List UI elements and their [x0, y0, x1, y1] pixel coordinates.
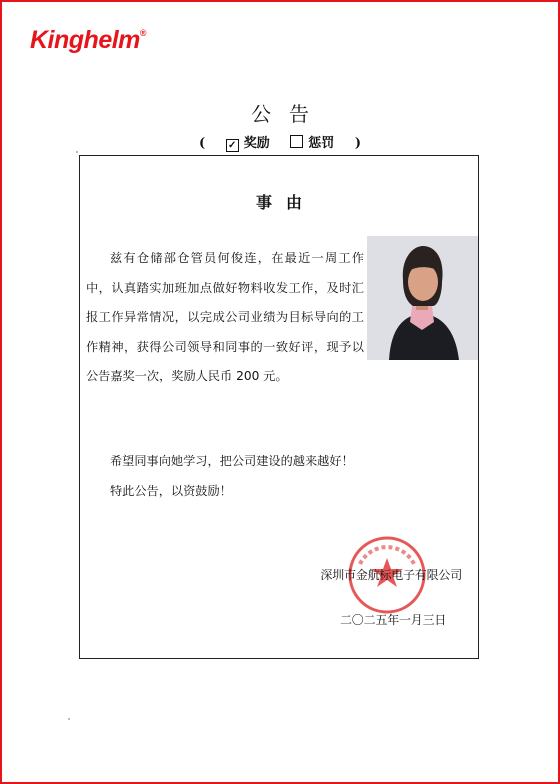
option-reward-label: 奖励	[243, 136, 270, 151]
closing-line-2: 特此公告，以资鼓励！	[110, 484, 232, 498]
scan-speck	[76, 151, 78, 153]
option-penalty	[290, 136, 339, 151]
notice-panel	[79, 155, 479, 659]
closing-line-1: 希望同事向她学习，把公司建设的越来越好！	[110, 454, 354, 468]
option-reward	[226, 136, 275, 151]
portrait-image	[367, 236, 478, 360]
paren-open: (	[199, 136, 206, 151]
paren-close: )	[354, 136, 361, 151]
checkbox-checked-icon: ✓	[226, 139, 239, 152]
notice-type-options	[0, 132, 560, 152]
logo-text: Kinghelm	[30, 26, 140, 54]
checkbox-empty-icon	[290, 135, 303, 148]
notice-date: 二〇二五年一月三日	[340, 613, 447, 627]
company-name: 深圳市金航标电子有限公司	[320, 568, 462, 582]
scan-speck	[68, 718, 70, 720]
panel-heading: 事由	[255, 193, 316, 212]
employee-photo	[367, 236, 478, 360]
registered-mark: ®	[139, 28, 147, 38]
company-logo	[30, 26, 146, 55]
option-penalty-label: 惩罚	[308, 136, 335, 151]
notice-title: 公告	[251, 102, 327, 126]
notice-body: 兹有仓储部仓管员何俊连，在最近一周工作中，认真踏实加班加点做好物料收发工作，及时汇报工作异常情况，以完成公司业绩为目标导向的工作精神，获得公司领导和同事的一致好评，现予以公告嘉奖一次，奖励人民币 200 元。	[86, 251, 364, 383]
